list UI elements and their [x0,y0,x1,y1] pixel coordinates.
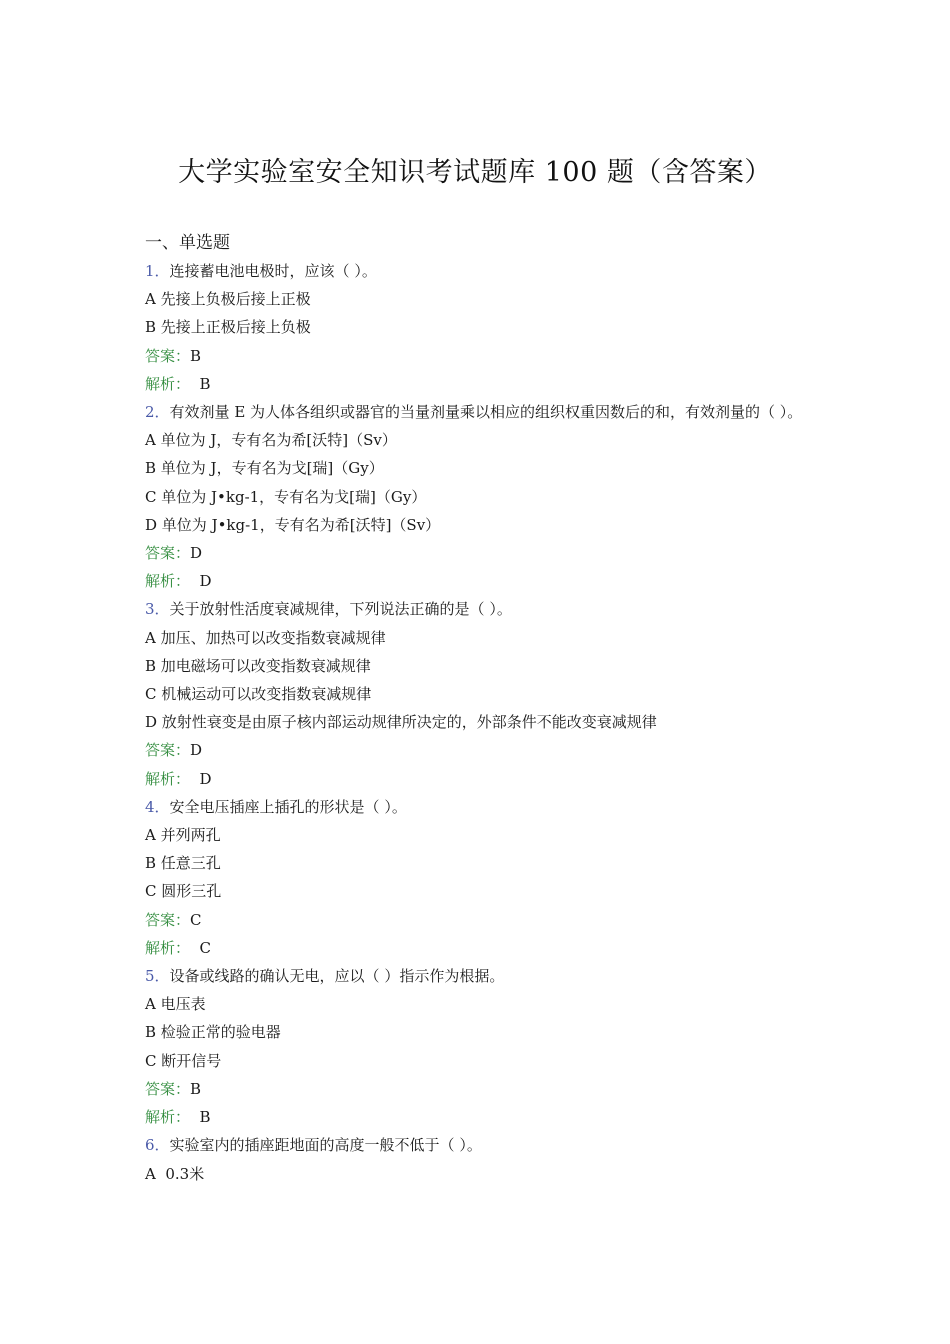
option: C 单位为 J•kg-1，专有名为戈[瑞]（Gy） [145,487,427,506]
explanation-line [145,567,815,595]
option: A 并列两孔 [145,826,221,845]
question-5 [145,962,815,1131]
explanation-label: 解析： [145,938,200,957]
answer-value: B [190,1079,202,1098]
option: C 圆形三孔 [145,882,222,901]
question-number: 2． [145,403,170,422]
question-text: 关于放射性活度衰减规律，下列说法正确的是（ ）。 [169,600,512,619]
explanation-line [145,934,815,962]
question-2 [145,398,815,595]
answer-value: C [190,910,202,929]
question-4 [145,793,815,962]
option: B 检验正常的验电器 [145,1023,281,1042]
explanation-label: 解析： [145,572,200,591]
answer-value: D [190,544,203,563]
explanation-label: 解析： [145,374,200,393]
question-stem [145,1131,815,1159]
question-text: 安全电压插座上插孔的形状是（ ）。 [169,797,407,816]
option: A 加压、加热可以改变指数衰减规律 [145,628,386,647]
section-heading: 一、单选题 [145,233,230,253]
option: B 加电磁场可以改变指数衰减规律 [145,656,371,675]
question-stem [145,257,815,285]
question-3 [145,595,815,792]
question-text: 连接蓄电池电极时，应该（ ）。 [169,262,377,280]
option: A 先接上负极后接上正极 [145,290,311,309]
option: D 单位为 J•kg-1，专有名为希[沃特]（Sv） [145,515,441,534]
answer-label: 答案： [145,910,191,929]
question-number: 1． [145,262,170,280]
option: B 先接上正极后接上负极 [145,318,311,337]
explanation-label: 解析： [145,769,200,788]
explanation-label: 解析： [145,1108,200,1127]
explanation-value: D [199,572,212,591]
question-stem [145,793,815,821]
option: A 电压表 [145,995,206,1014]
answer-label: 答案： [145,544,191,563]
answer-label: 答案： [145,741,191,760]
option: D 放射性衰变是由原子核内部运动规律所决定的，外部条件不能改变衰减规律 [145,713,657,732]
answer-line [145,539,815,567]
answer-line [145,736,815,764]
answer-label: 答案： [145,1079,191,1098]
question-stem [145,595,815,623]
document-title: 大学实验室安全知识考试题库 100 题（含答案） [178,157,772,188]
question-stem [145,962,815,990]
document-content [145,229,815,1188]
answer-line [145,906,815,934]
question-1 [145,257,815,398]
question-number: 5． [145,967,170,986]
answer-label: 答案： [145,346,191,365]
option: C 断开信号 [145,1051,222,1070]
option: C 机械运动可以改变指数衰减规律 [145,685,372,704]
answer-value: D [190,741,203,760]
explanation-value: B [199,374,211,393]
question-stem [145,398,815,426]
answer-value: B [190,346,202,365]
question-text: 设备或线路的确认无电，应以（ ）指示作为根据。 [169,967,505,986]
explanation-line [145,765,815,793]
option: B 单位为 J，专有名为戈[瑞]（Gy） [145,459,384,478]
question-number: 6． [145,1136,170,1155]
option: A 单位为 J，专有名为希[沃特]（Sv） [145,431,397,450]
answer-line [145,1075,815,1103]
option: B 任意三孔 [145,854,221,873]
explanation-value: D [199,769,212,788]
answer-line [145,342,815,370]
explanation-value: B [199,1108,211,1127]
explanation-line [145,370,815,398]
question-6 [145,1131,815,1187]
option: A 0.3米 [145,1164,205,1183]
question-number: 3． [145,600,170,619]
question-number: 4． [145,797,170,816]
question-text: 实验室内的插座距地面的高度一般不低于（ ）。 [169,1136,482,1155]
explanation-line [145,1103,815,1131]
question-text: 有效剂量 E 为人体各组织或器官的当量剂量乘以相应的组织权重因数后的和，有效剂量的（ ）。 [169,403,803,422]
explanation-value: C [199,938,212,957]
